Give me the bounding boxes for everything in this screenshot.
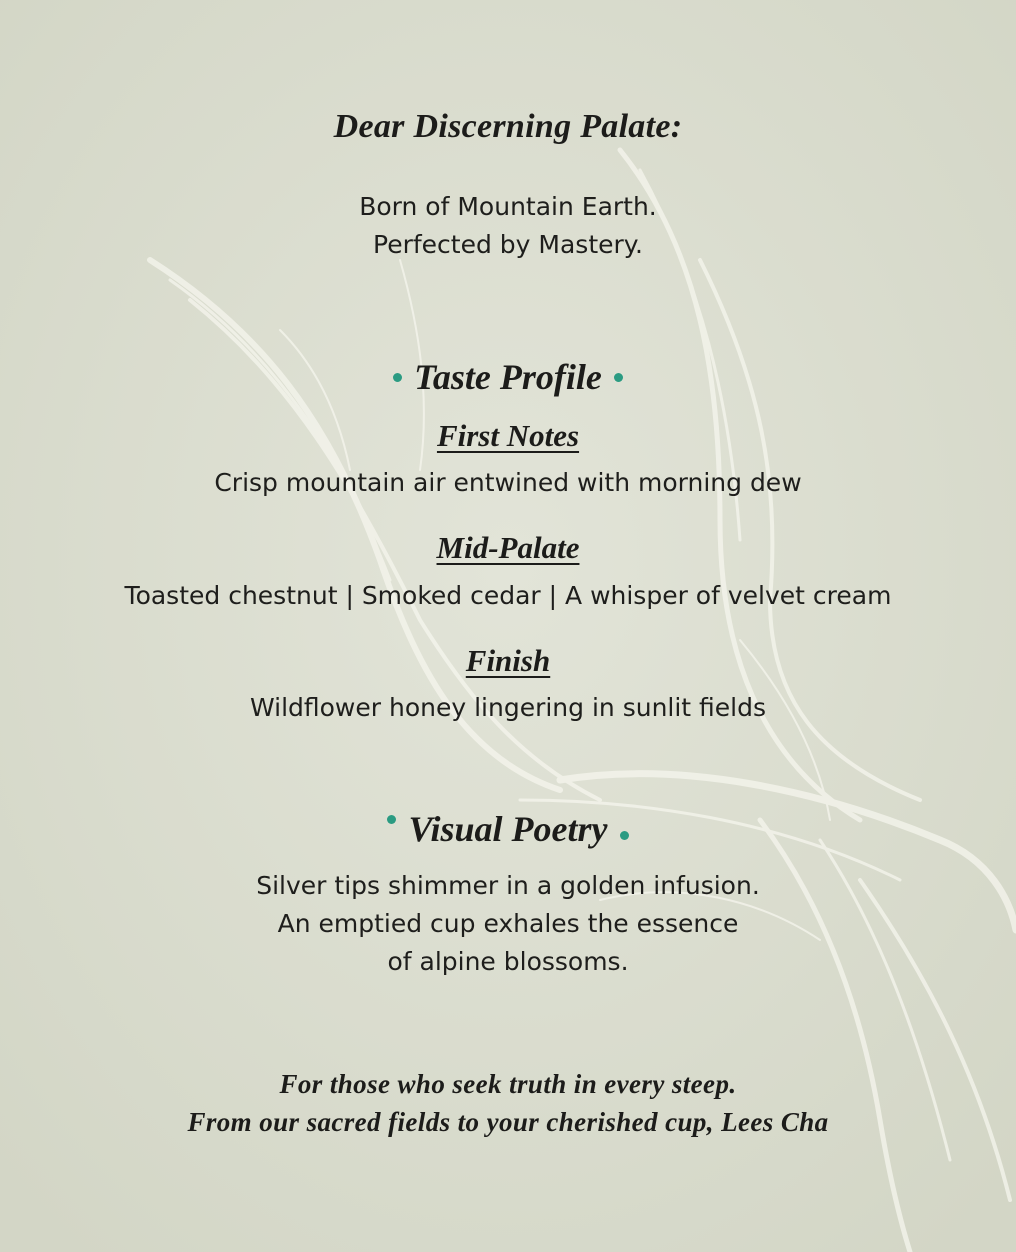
salutation: Dear Discerning Palate: <box>333 108 683 145</box>
accent-dot-icon <box>387 815 396 824</box>
closing-line-1: For those who seek truth in every steep. <box>279 1069 737 1099</box>
intro-line-2: Perfected by Mastery. <box>373 230 643 259</box>
finish-text: Wildflower honey lingering in sunlit fields <box>249 693 767 722</box>
visual-poetry-line-3: of alpine blossoms. <box>387 947 629 976</box>
mid-palate-title: Mid-Palate <box>436 530 580 565</box>
accent-dot-icon <box>614 373 623 382</box>
visual-poetry-title: Visual Poetry <box>408 809 608 849</box>
accent-dot-icon <box>393 373 402 382</box>
intro-line-1: Born of Mountain Earth. <box>359 192 657 221</box>
visual-poetry-line-2: An emptied cup exhales the essence <box>277 909 739 938</box>
visual-poetry-line-1: Silver tips shimmer in a golden infusion. <box>256 871 760 900</box>
first-notes-text: Crisp mountain air entwined with morning dew <box>214 468 802 497</box>
accent-dot-icon <box>620 831 629 840</box>
first-notes-title: First Notes <box>436 418 580 453</box>
visual-poetry-heading <box>0 808 1016 850</box>
closing-signature: From our sacred fields to your cherished cup, Lees Cha <box>187 1107 829 1137</box>
taste-profile-title: Taste Profile <box>414 357 602 397</box>
mid-palate-text: Toasted chestnut | Smoked cedar | A whisper of velvet cream <box>124 581 892 610</box>
taste-profile-heading <box>0 356 1016 398</box>
finish-title: Finish <box>465 643 551 678</box>
